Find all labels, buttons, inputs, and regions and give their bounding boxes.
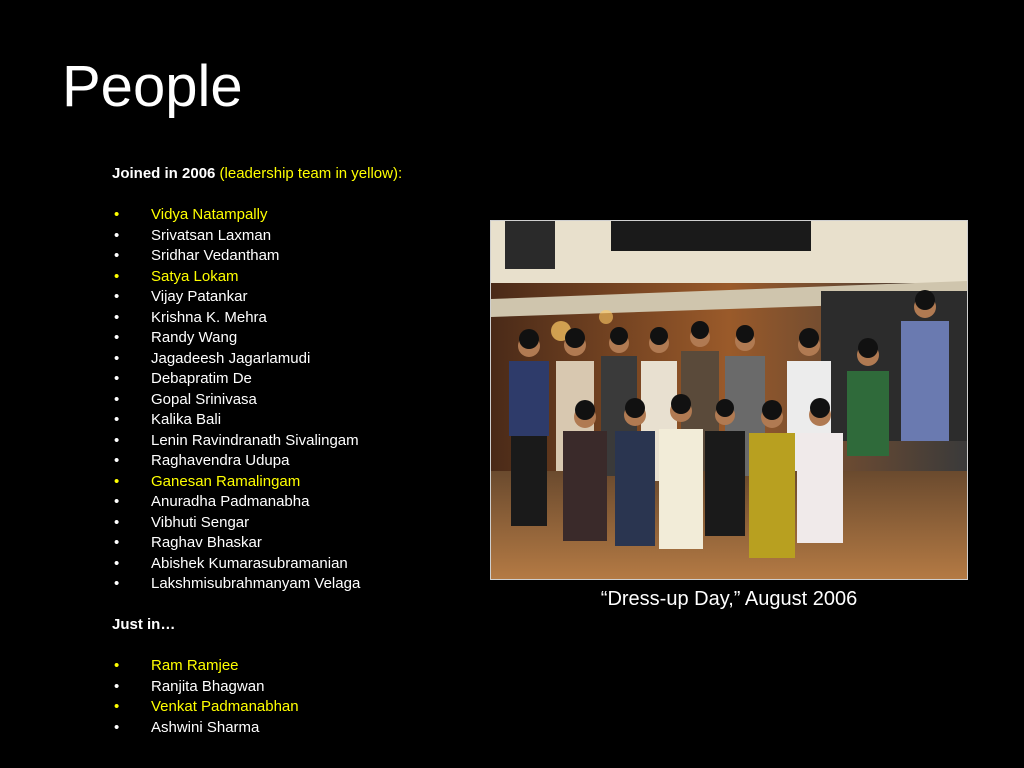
bullet-icon: • xyxy=(114,657,120,674)
bullet-icon: • xyxy=(114,452,120,469)
person-list-item xyxy=(112,287,472,308)
person-list-item xyxy=(112,472,472,493)
person-list-item xyxy=(112,574,472,595)
person-list-item xyxy=(112,267,472,288)
person-name: Debapratim De xyxy=(151,370,252,387)
just-in-heading: Just in… xyxy=(112,616,176,633)
person-list-item xyxy=(112,431,472,452)
person-name: Sridhar Vedantham xyxy=(151,247,280,264)
person-name: Ganesan Ramalingam xyxy=(151,472,301,490)
person-list-item xyxy=(112,533,472,554)
person-list-item xyxy=(112,349,472,370)
person-list-item xyxy=(112,226,472,247)
leadership-note: (leadership team in yellow): xyxy=(219,165,403,182)
spacer xyxy=(112,595,472,616)
bullet-icon: • xyxy=(114,493,120,510)
bullet-icon: • xyxy=(114,575,120,592)
spacer xyxy=(112,636,472,657)
person-list-item xyxy=(112,677,472,698)
joined-people-list xyxy=(112,205,472,595)
bullet-icon: • xyxy=(114,390,120,408)
person-name: Ranjita Bhagwan xyxy=(151,677,265,695)
bullet-icon: • xyxy=(114,329,120,346)
person-list-item xyxy=(112,390,472,411)
bullet-icon: • xyxy=(114,513,120,531)
person-name: Vijay Patankar xyxy=(151,288,248,305)
person-list-item xyxy=(112,656,472,677)
person-name: Lenin Ravindranath Sivalingam xyxy=(151,431,359,449)
person-name: Krishna K. Mehra xyxy=(151,308,267,326)
just-in-people-list xyxy=(112,656,472,738)
person-name: Vidya Natampally xyxy=(151,206,268,223)
bullet-icon: • xyxy=(114,534,120,551)
person-name: Vibhuti Sengar xyxy=(151,513,250,531)
bullet-icon: • xyxy=(114,308,120,326)
bullet-icon: • xyxy=(114,370,120,387)
bullet-icon: • xyxy=(114,288,120,305)
person-name: Kalika Bali xyxy=(151,411,222,428)
person-list-item xyxy=(112,554,472,575)
people-content xyxy=(112,164,472,738)
person-list-item xyxy=(112,308,472,329)
person-list-item xyxy=(112,205,472,226)
spacer xyxy=(112,185,472,206)
bullet-icon: • xyxy=(114,677,120,695)
bullet-icon: • xyxy=(114,698,120,715)
bullet-icon: • xyxy=(114,206,120,223)
person-name: Satya Lokam xyxy=(151,267,239,285)
joined-heading xyxy=(112,164,472,185)
person-list-item xyxy=(112,697,472,718)
person-list-item xyxy=(112,246,472,267)
person-name: Raghavendra Udupa xyxy=(151,452,290,469)
joined-heading-text: Joined in 2006 xyxy=(112,165,216,182)
person-list-item xyxy=(112,718,472,739)
photo-caption: “Dress-up Day,” August 2006 xyxy=(600,588,858,610)
person-list-item xyxy=(112,328,472,349)
person-name: Abishek Kumarasubramanian xyxy=(151,554,348,572)
person-list-item xyxy=(112,369,472,390)
bullet-icon: • xyxy=(114,472,120,490)
person-list-item xyxy=(112,513,472,534)
person-name: Jagadeesh Jagarlamudi xyxy=(151,349,311,367)
person-name: Srivatsan Laxman xyxy=(151,226,272,244)
group-photo xyxy=(490,220,968,580)
bullet-icon: • xyxy=(114,554,120,572)
bullet-icon: • xyxy=(114,718,120,736)
bullet-icon: • xyxy=(114,411,120,428)
bullet-icon: • xyxy=(114,267,120,285)
person-name: Gopal Srinivasa xyxy=(151,390,257,408)
person-name: Venkat Padmanabhan xyxy=(151,698,299,715)
bullet-icon: • xyxy=(114,226,120,244)
person-name: Lakshmisubrahmanyam Velaga xyxy=(151,575,361,592)
person-list-item xyxy=(112,451,472,472)
person-name: Ram Ramjee xyxy=(151,657,239,674)
person-name: Raghav Bhaskar xyxy=(151,534,262,551)
person-name: Anuradha Padmanabha xyxy=(151,493,310,510)
person-name: Randy Wang xyxy=(151,329,238,346)
bullet-icon: • xyxy=(114,431,120,449)
person-list-item xyxy=(112,492,472,513)
bullet-icon: • xyxy=(114,349,120,367)
person-name: Ashwini Sharma xyxy=(151,718,260,736)
person-list-item xyxy=(112,410,472,431)
bullet-icon: • xyxy=(114,247,120,264)
slide-title: People xyxy=(62,54,243,119)
